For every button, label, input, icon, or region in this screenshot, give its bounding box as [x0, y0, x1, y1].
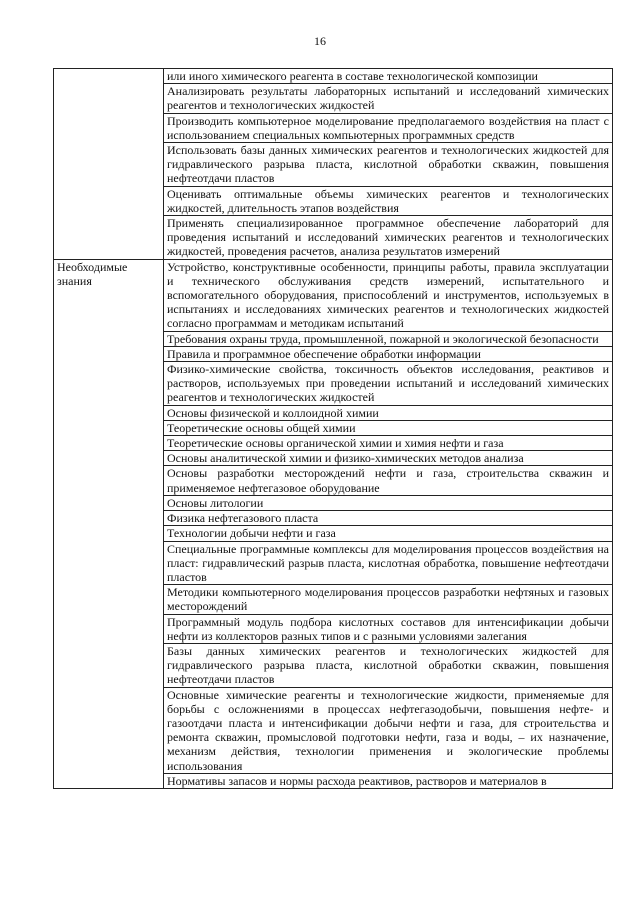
table-cell: Основы аналитической химии и физико-химических методов анализа: [164, 451, 613, 466]
table-cell: Основы разработки месторождений нефти и газа, строительства скважин и применяемое нефтегазовое оборудование: [164, 466, 613, 495]
table-cell: Технологии добычи нефти и газа: [164, 526, 613, 541]
requirements-table: [53, 68, 613, 789]
table-cell: Требования охраны труда, промышленной, пожарной и экологической безопасности: [164, 331, 613, 346]
row-label-empty: [54, 69, 164, 260]
table-cell: Физико-химические свойства, токсичность объектов исследования, реактивов и растворов, используемых при проведении испытаний и исследований химических реагентов и технологических жидкостей: [164, 362, 613, 406]
table-cell: Базы данных химических реагентов и технологических жидкостей для гидравлического разрыва пласта, кислотной обработки скважин, повышения нефтеотдачи пластов: [164, 643, 613, 687]
table-cell: Теоретические основы общей химии: [164, 420, 613, 435]
table-cell: Теоретические основы органической химии и химия нефти и газа: [164, 436, 613, 451]
table-cell: Производить компьютерное моделирование предполагаемого воздействия на пласт с использованием специальных компьютерных программных средств: [164, 113, 613, 142]
table-cell: Нормативы запасов и нормы расхода реактивов, растворов и материалов в: [164, 773, 613, 788]
table-cell: Устройство, конструктивные особенности, принципы работы, правила эксплуатации и технического обслуживания средств измерений, испытательного и вспомогательного оборудования, приспособлений и инструментов, используемых в испытаниях и исследованиях химических реагентов и технологических жидкостей согласно программам и методикам испытаний: [164, 259, 613, 331]
table-cell: Основные химические реагенты и технологические жидкости, применяемые для борьбы с осложнениями в процессах нефтегазодобычи, повышения нефте- и газоотдачи пласта и интенсификации добычи нефти и газа, для строительства и ремонта скважин, промысловой подготовки нефти, газа и воды, – их назначение, механизм действия, технологии применения и экологические проблемы использования: [164, 687, 613, 773]
table-cell: Основы литологии: [164, 495, 613, 510]
table-cell: Методики компьютерного моделирования процессов разработки нефтяных и газовых месторождений: [164, 585, 613, 614]
table-cell: Анализировать результаты лабораторных испытаний и исследований химических реагентов и технологических жидкостей: [164, 84, 613, 113]
table-cell: Использовать базы данных химических реагентов и технологических жидкостей для гидравлического разрыва пласта, кислотной обработки скважин, повышения нефтеотдачи пластов: [164, 143, 613, 187]
table-cell: Применять специализированное программное обеспечение лабораторий для проведения испытаний и исследований химических реагентов и технологических жидкостей, проведения расчетов, анализа результатов измерений: [164, 216, 613, 260]
table-cell: Физика нефтегазового пласта: [164, 511, 613, 526]
table-cell: Оценивать оптимальные объемы химических реагентов и технологических жидкостей, длительность этапов воздействия: [164, 186, 613, 215]
page-number: 16: [314, 34, 326, 48]
table-row: [54, 259, 613, 331]
table-cell: Правила и программное обеспечение обработки информации: [164, 346, 613, 361]
table-cell: Программный модуль подбора кислотных составов для интенсификации добычи нефти из коллекторов разных типов и с разными условиями залегания: [164, 614, 613, 643]
table-row: [54, 69, 613, 84]
table-cell: или иного химического реагента в составе технологической композиции: [164, 69, 613, 84]
row-label-knowledge: Необходимые знания: [54, 259, 164, 788]
table-cell: Основы физической и коллоидной химии: [164, 405, 613, 420]
table-cell: Специальные программные комплексы для моделирования процессов воздействия на пласт: гидравлический разрыв пласта, кислотная обработка, повышение нефтеотдачи пластов: [164, 541, 613, 585]
